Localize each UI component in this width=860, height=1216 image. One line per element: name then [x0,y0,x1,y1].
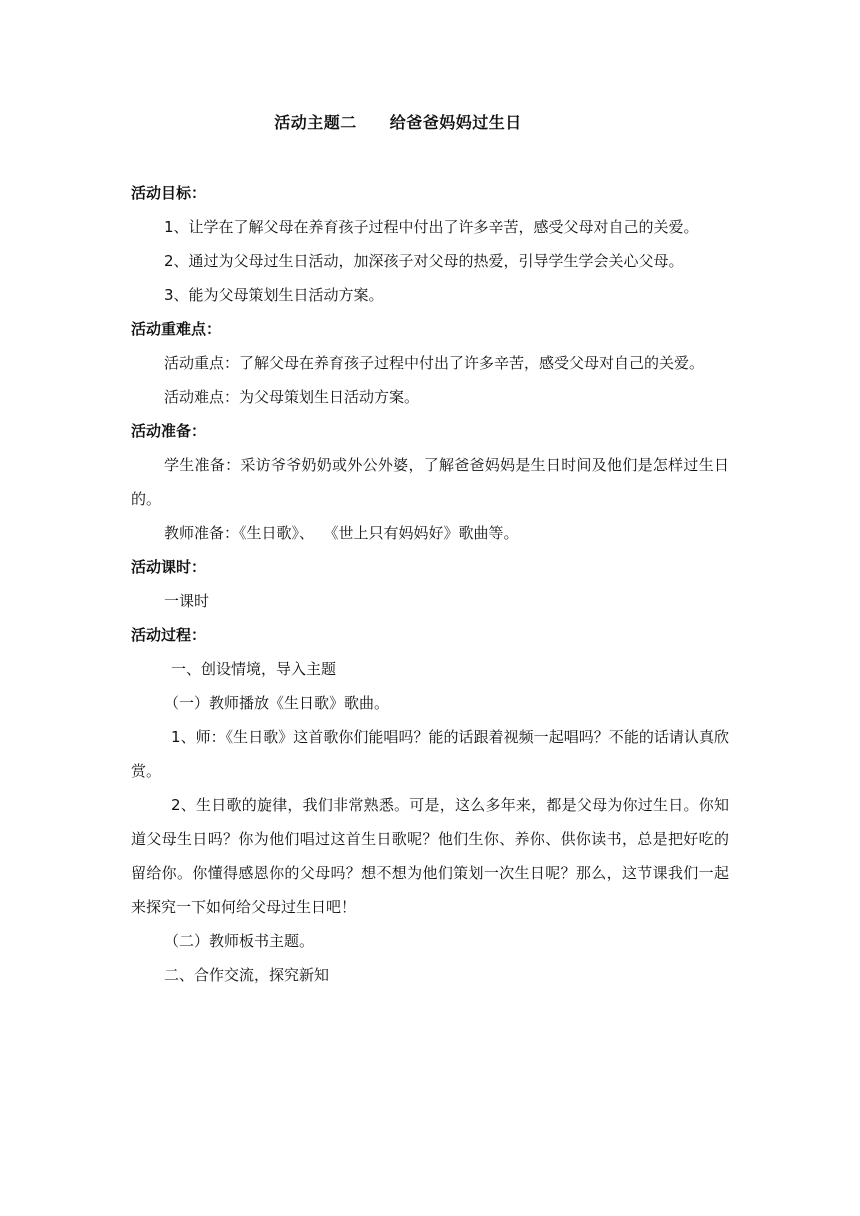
process-step-1: 一、创设情境，导入主题 [171,660,337,678]
preparation-heading: 活动准备： [131,422,207,440]
class-hours: 一课时 [164,592,210,610]
key-points-heading: 活动重难点： [131,320,222,338]
goal-item-1: 1、让学在了解父母在养育孩子过程中付出了许多辛苦，感受父母对自己的关爱。 [164,218,699,236]
key-point: 活动重点：了解父母在养育孩子过程中付出了许多辛苦，感受父母对自己的关爱。 [164,354,705,372]
goal-item-3: 3、能为父母策划生日活动方案。 [164,286,384,304]
document-title: 活动主题二 给爸爸妈妈过生日 [274,113,522,132]
goal-item-2: 2、通过为父母过生日活动，加深孩子对父母的热爱，引导学生学会关心父母。 [164,252,684,270]
difficult-point: 活动难点：为父母策划生日活动方案。 [164,388,420,406]
process-step-2: 二、合作交流，探究新知 [164,966,330,984]
document-body [131,176,729,992]
class-hours-heading: 活动课时： [131,558,207,576]
process-step-1b: （二）教师板书主题。 [164,932,315,950]
teacher-preparation: 教师准备：《生日歌》、 《世上只有妈妈好》歌曲等。 [164,524,519,542]
process-step-1a: （一）教师播放《生日歌》歌曲。 [164,694,390,712]
process-step-1a-2: 2、生日歌的旋律，我们非常熟悉。可是，这么多年来，都是父母为你过生日。你知道父母生日吗？你为他们唱过这首生日歌呢？他们生你、养你、供你读书，总是把好吃的留给你。你懂得感恩你的父母吗？想不想为他们策划一次生日呢？那么，这节课我们一起来探究一下如何给父母过生日吧！ [131,796,729,916]
goals-heading: 活动目标： [131,184,207,202]
process-step-1a-1: 1、师：《生日歌》这首歌你们能唱吗？能的话跟着视频一起唱吗？不能的话请认真欣赏。 [131,728,729,780]
student-preparation: 学生准备：采访爷爷奶奶或外公外婆，了解爸爸妈妈是生日时间及他们是怎样过生日的。 [131,456,729,508]
process-heading: 活动过程： [131,626,207,644]
